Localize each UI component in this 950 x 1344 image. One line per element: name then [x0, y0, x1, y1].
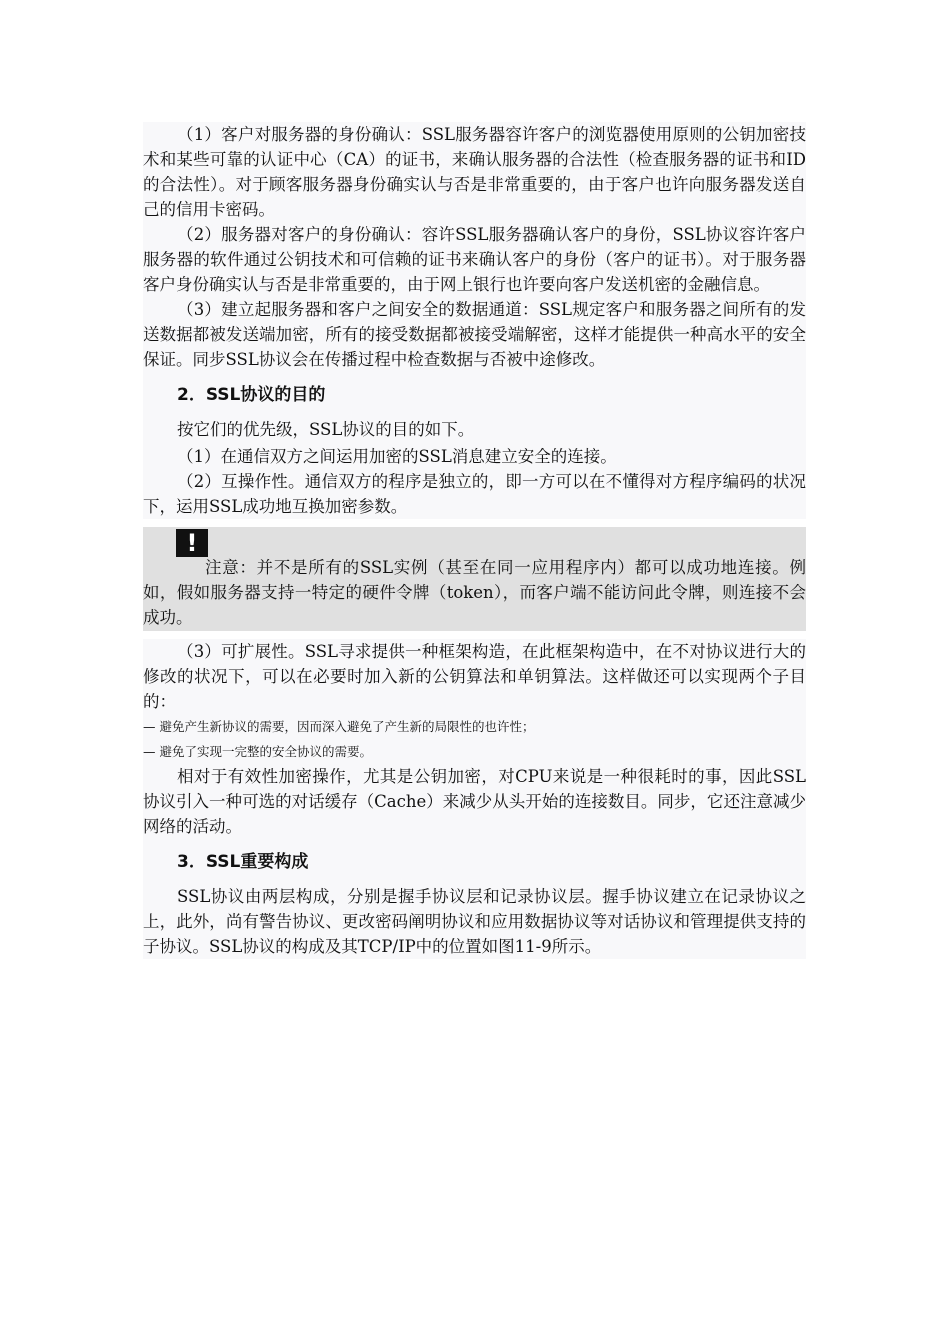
document-body: [143, 122, 806, 959]
paragraph-efficiency: 相对于有效性加密操作，尤其是公钥加密，对CPU来说是一种很耗时的事，因此SSL协议引入一种可选的对话缓存（Cache）来减少从头开始的连接数目。同步，它还注意减少网络的活动。: [143, 767, 806, 836]
paragraph-purpose-intro: 按它们的优先级，SSL协议的目的如下。: [177, 420, 475, 439]
section-identity-confirmation: [143, 122, 806, 372]
paragraph-secure-channel: （3）建立起服务器和客户之间安全的数据通道：SSL规定客户和服务器之间所有的发送数据都被发送端加密，所有的接受数据都被接受端解密，这样才能提供一种高水平的安全保证。同步SSL协议会在传播过程中检查数据与否被中途修改。: [143, 300, 806, 369]
warning-icon: !: [176, 529, 208, 557]
list-item: — 避免产生新协议的需要，因而深入避免了产生新的局限性的也许性；: [143, 719, 535, 734]
paragraph-server-confirms-client: （2）服务器对客户的身份确认：容许SSL服务器确认客户的身份，SSL协议容许客户服务器的软件通过公钥技术和可信赖的证书来确认客户的身份（客户的证书）。对于服务器客户身份确实认与否是非常重要的，由于网上银行也许要向客户发送机密的金融信息。: [143, 225, 806, 294]
section-ssl-composition: [143, 839, 806, 959]
list-item: — 避免了实现一完整的安全协议的需要。: [143, 744, 372, 759]
heading-ssl-purpose: 2．SSL协议的目的: [177, 385, 326, 405]
paragraph-purpose-item-2: （2）互操作性。通信双方的程序是独立的，即一方可以在不懂得对方程序编码的状况下，运用SSL成功地互换加密参数。: [143, 472, 806, 516]
spacer: [143, 631, 806, 639]
paragraph-purpose-item-3: （3）可扩展性。SSL寻求提供一种框架构造，在此框架构造中，在不对协议进行大的修改的状况下，可以在必要时加入新的公钥算法和单钥算法。这样做还可以实现两个子目的：: [143, 642, 806, 711]
heading-ssl-composition: 3．SSL重要构成: [177, 852, 309, 872]
paragraph-purpose-item-1: （1）在通信双方之间运用加密的SSL消息建立安全的连接。: [177, 447, 617, 466]
section-ssl-purpose-continued: [143, 639, 806, 839]
note-text: 注意：并不是所有的SSL实例（甚至在同一应用程序内）都可以成功地连接。例如，假如服务器支持一特定的硬件令牌（token），而客户端不能访问此令牌，则连接不会成功。: [143, 558, 806, 627]
paragraph-client-confirms-server: （1）客户对服务器的身份确认：SSL服务器容许客户的浏览器使用原则的公钥加密技术和某些可靠的认证中心（CA）的证书，来确认服务器的合法性（检查服务器的证书和ID的合法性）。对于顾客服务器身份确实认与否是非常重要的，由于客户也许向服务器发送自己的信用卡密码。: [143, 125, 806, 219]
paragraph-ssl-composition: SSL协议由两层构成，分别是握手协议层和记录协议层。握手协议建立在记录协议之上，此外，尚有警告协议、更改密码阐明协议和应用数据协议等对话协议和管理提供支持的子协议。SSL协议的构成及其TCP/IP中的位置如图11-9所示。: [143, 887, 806, 956]
note-box: [143, 527, 806, 631]
section-ssl-purpose: [143, 372, 806, 519]
